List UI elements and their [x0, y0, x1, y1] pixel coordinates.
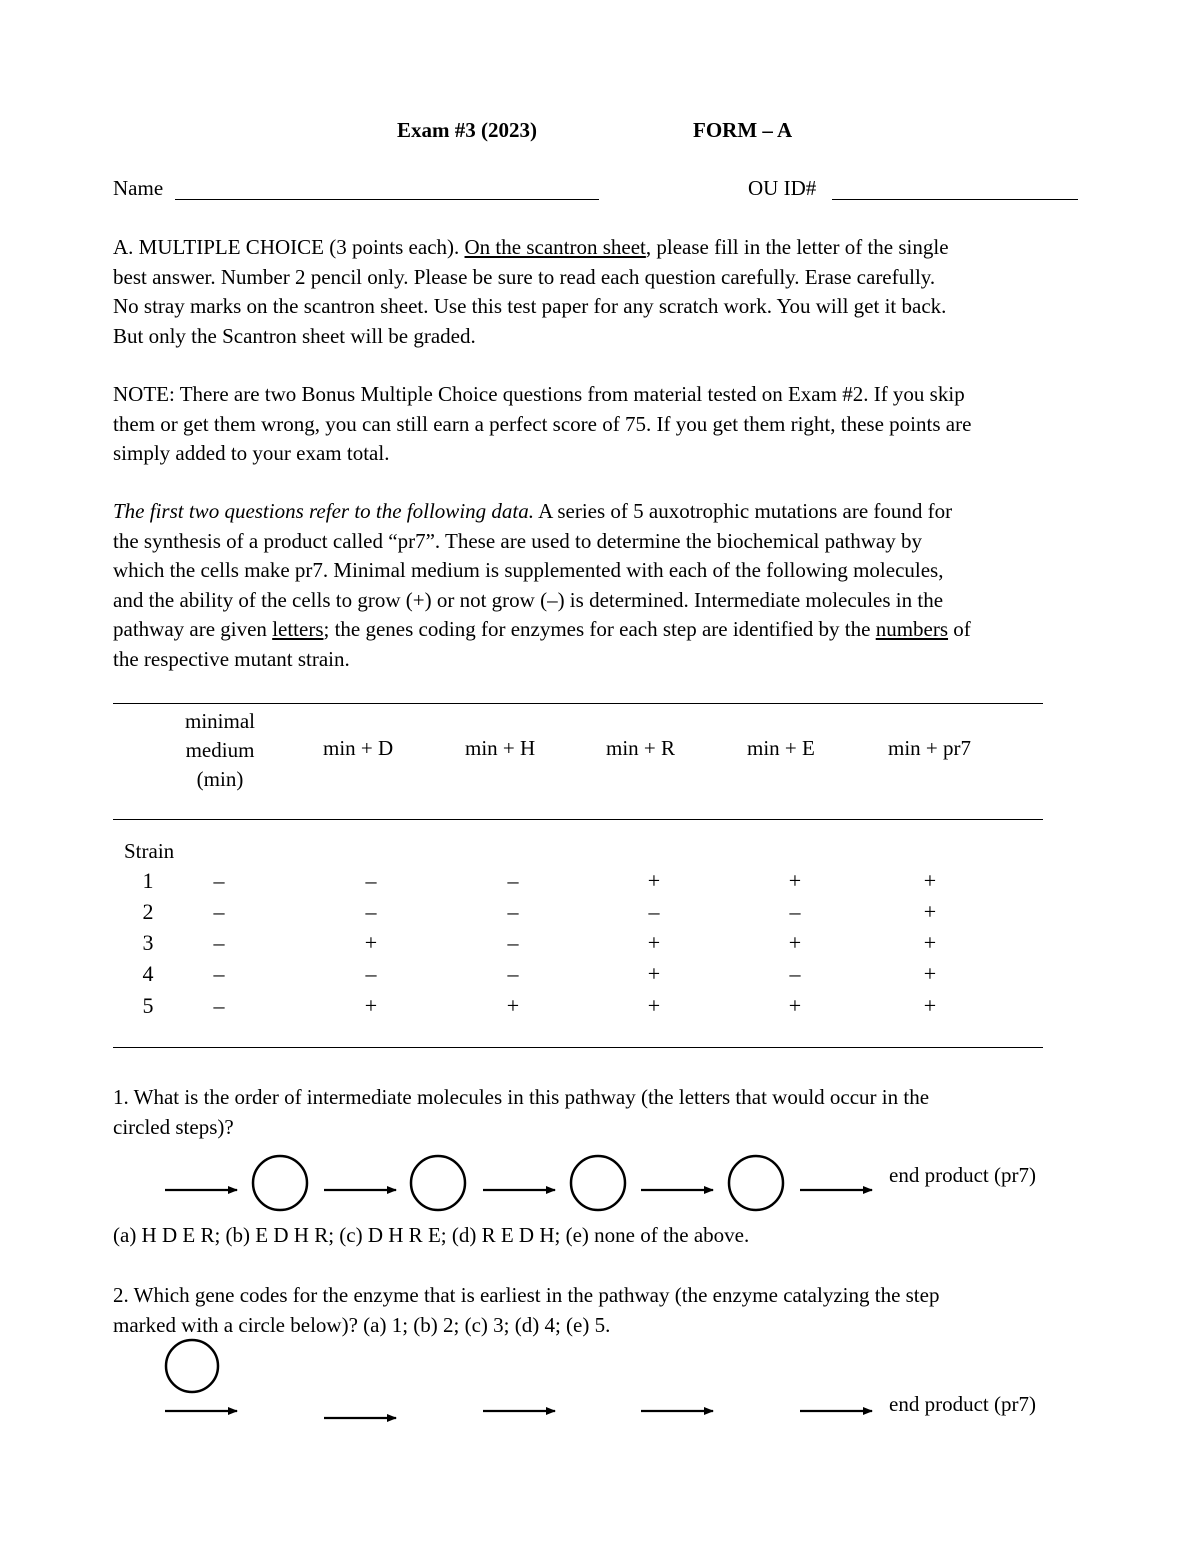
growth-result: –: [213, 993, 225, 1018]
growth-result: –: [507, 899, 519, 924]
header-text: medium: [185, 738, 255, 762]
growth-result: +: [647, 930, 661, 955]
intro-text: of: [948, 617, 971, 641]
growth-result: +: [788, 993, 802, 1018]
growth-result: –: [507, 930, 519, 955]
instructions-line-2: best answer. Number 2 pencil only. Please be sure to read each question carefully. Erase carefully.: [113, 264, 936, 289]
intro-line-3: which the cells make pr7. Minimal medium is supplemented with each of the following molecules,: [113, 558, 944, 582]
question-2: [113, 1281, 1088, 1340]
header-min-pr7: min + pr7: [888, 736, 972, 760]
q2-end-product: end product (pr7): [889, 1392, 1036, 1416]
note-line-2: them or get them wrong, you can still earn a perfect score of 75. If you get them right, these points are: [113, 411, 972, 436]
name-label: Name: [113, 176, 164, 200]
q1-line-1: 1. What is the order of intermediate molecules in this pathway (the letters that would occur in the: [113, 1085, 930, 1109]
strain-number: 2: [142, 899, 154, 924]
q1-circle-2[interactable]: [411, 1156, 465, 1210]
growth-result: –: [507, 868, 519, 893]
q1-circle-3[interactable]: [571, 1156, 625, 1210]
intro-text: ; the genes coding for enzymes for each step are identified by the: [323, 617, 876, 641]
growth-result: +: [923, 930, 937, 955]
header-min-r: min + R: [606, 736, 676, 760]
q1-circle-4[interactable]: [729, 1156, 783, 1210]
growth-result: –: [789, 899, 801, 924]
instructions-line-4: But only the Scantron sheet will be graded.: [113, 323, 476, 348]
header-min-e: min + E: [747, 736, 815, 760]
growth-result: +: [923, 961, 937, 986]
intro-text: pathway are given: [113, 617, 273, 641]
growth-result: –: [213, 868, 225, 893]
instructions-underline: On the scantron sheet: [464, 235, 646, 259]
growth-result: +: [506, 993, 520, 1018]
strain-number: 4: [142, 961, 154, 986]
intro-italic: The first two questions refer to the following data.: [113, 499, 534, 523]
strain-number: 1: [142, 868, 154, 893]
growth-result: –: [365, 868, 377, 893]
intro-underline-numbers: numbers: [875, 617, 949, 641]
growth-result: –: [365, 899, 377, 924]
header-text: (min): [196, 767, 244, 791]
intro-text: A series of 5 auxotrophic mutations are found for: [533, 499, 953, 523]
growth-result: +: [364, 993, 378, 1018]
q1-circle-1[interactable]: [253, 1156, 307, 1210]
intro-line-2: the synthesis of a product called “pr7”. These are used to determine the biochemical pathway by: [113, 528, 922, 553]
header-min-d: min + D: [323, 736, 394, 760]
growth-result: –: [507, 961, 519, 986]
note-line-3: simply added to your exam total.: [113, 441, 390, 465]
growth-result: +: [364, 930, 378, 955]
growth-result: +: [923, 899, 937, 924]
growth-result: +: [923, 993, 937, 1018]
growth-result: –: [648, 899, 660, 924]
strain-label: Strain: [124, 839, 175, 863]
instructions-text: , please fill in the letter of the single: [645, 235, 949, 259]
form-label: FORM – A: [693, 118, 793, 142]
growth-result: –: [213, 961, 225, 986]
strain-number: 5: [142, 993, 154, 1018]
growth-result: +: [647, 993, 661, 1018]
instructions-line-3: No stray marks on the scantron sheet. Use this test paper for any scratch work. You will get it back.: [113, 294, 947, 318]
strain-number: 3: [142, 930, 154, 955]
growth-result: –: [213, 930, 225, 955]
exam-title: Exam #3 (2023): [397, 118, 537, 142]
growth-result: –: [365, 961, 377, 986]
growth-result: +: [647, 868, 661, 893]
growth-result: –: [789, 961, 801, 986]
intro-line-6: the respective mutant strain.: [113, 646, 350, 671]
growth-result: +: [647, 961, 661, 986]
q2-line-1: 2. Which gene codes for the enzyme that is earliest in the pathway (the enzyme catalyzing the step: [113, 1283, 940, 1307]
q1-line-2: circled steps)?: [113, 1114, 234, 1139]
instructions-text: A. MULTIPLE CHOICE (3 points each).: [113, 235, 465, 259]
header-text: minimal: [185, 709, 255, 733]
q1-end-product: end product (pr7): [889, 1163, 1036, 1187]
growth-result: +: [923, 868, 937, 893]
growth-result: –: [213, 899, 225, 924]
growth-result: +: [788, 868, 802, 893]
note-line-1: NOTE: There are two Bonus Multiple Choice questions from material tested on Exam #2. If you skip: [113, 382, 965, 406]
id-label: OU ID#: [748, 176, 817, 200]
q2-line-2: marked with a circle below)? (a) 1; (b) 2; (c) 3; (d) 4; (e) 5.: [113, 1312, 611, 1337]
intro-line-4: and the ability of the cells to grow (+) or not grow (–) is determined. Intermediate molecules in the: [113, 587, 944, 612]
q2-circle[interactable]: [166, 1340, 218, 1392]
header-min-h: min + H: [465, 736, 536, 760]
growth-result: +: [788, 930, 802, 955]
intro-underline-letters: letters: [272, 617, 324, 641]
q1-choices: (a) H D E R; (b) E D H R; (c) D H R E; (d) R E D H; (e) none of the above.: [113, 1223, 750, 1247]
